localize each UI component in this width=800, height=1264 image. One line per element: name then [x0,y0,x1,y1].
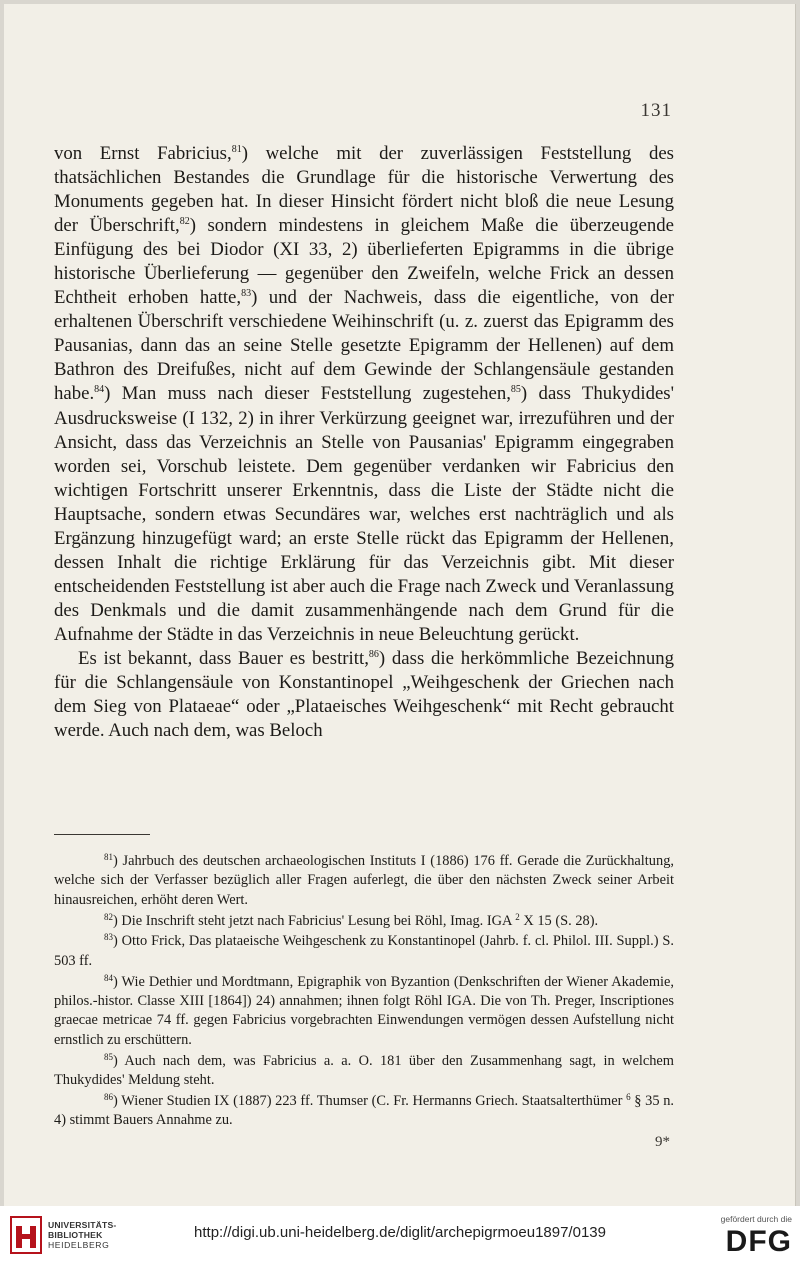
library-name-line: HEIDELBERG [48,1240,110,1250]
footnote-mark: 86 [104,1091,113,1102]
text-run: ) sondern mindestens in gleichem Maße die überzeugende Einfügung des bei Diodor (XI 33, 2) überlieferten Epigramms in die übrige historische Überlieferung — gegenüber den Zweifeln, welche Frick an dessen Echtheit erhoben hatte, [54,215,674,309]
footnote-mark: 81 [104,852,113,862]
footnote-text: ) Wiener Studien IX (1887) 223 ff. Thumser (C. Fr. Hermanns Griech. Staatsalterthümer [113,1092,627,1109]
paragraph-2 [54,647,674,743]
footnote-85 [54,1052,674,1091]
text-run: ) welche mit der zuverlässigen Feststellung des thatsächlichen Bestandes die Grundlage für die historische Verwertung des Monuments gegeben hat. In dieser Hinsicht fördert nicht bloß die neue Lesung der Überschrift, [54,143,674,237]
footnote-mark: 84 [104,972,113,983]
footnote-text: ) Jahrbuch des deutschen archaeologischen Instituts I (1886) 176 ff. Gerade die Zurückhaltung, welche sich der Verfasser bezüglich aller Fragen auferlegt, die über den nächsten Zweck seiner Arbeit hinausreichen, erhöht deren Wert. [54,853,674,908]
footnote-86 [54,1092,674,1131]
signature-mark: 9* [655,1134,670,1150]
footnote-text: X 15 (S. 28). [519,912,599,929]
university-library-name[interactable] [48,1220,117,1250]
footnote-ref-85[interactable]: 85 [510,384,521,396]
edition-superscript: 6 [626,1091,631,1102]
text-run: ) dass Thukydides' Ausdrucksweise (I 132, 2) in ihrer Verkürzung geeignet war, irrezuführen und der Ansicht, dass das Verzeichnis an Stelle von Pausanias' Epigramm eingegraben worden sei, Vorschub leistete. Dem gegenüber verdanken wir Fabricius den wichtigen Fortschritt unserer Erkenntnis, dass die Liste der Städte nicht die Hauptsache, sondern etwas Secundäres war, welches erst nachträglich und als Ergänzung hinzugefügt ward; an erste Stelle rückt das Epigramm der Hellenen, dessen Inhalt die richtige Erklärung für das Verzeichnis gibt. Mit dieser entscheidenden Feststellung ist aber auch die Frage nach Zweck und Veranlassung des Denkmals und die damit zusammenhängende nach dem Grund für die Aufnahme der Städte in das Verzeichnis in neue Beleuchtung gerückt. [54,383,674,645]
page-number: 131 [640,100,672,121]
footnote-82 [54,912,674,931]
footnote-81 [54,852,674,910]
footnotes [54,852,674,1132]
text-run: ) Man muss nach dieser Feststellung zugestehen, [104,383,511,405]
footnote-ref-81[interactable]: 81 [231,144,242,155]
funded-by-label: gefördert durch die [720,1214,792,1224]
footnote-separator [54,834,150,835]
footnote-mark: 83 [104,932,113,943]
viewer-footer [0,1206,800,1264]
edition-superscript: 2 [515,911,520,922]
footnote-text: ) Wie Dethier und Mordtmann, Epigraphik von Byzantion (Denkschriften der Wiener Akademie, philos.-histor. Classe XIII [1864]) 24) annahmen; ihnen folgt Röhl IGA. Die von Th. Preger, Inscriptiones graecae metricae 74 ff. gegen Fabricius vorgebrachten Einwendungen vermögen dessen Aufstellung nicht ernstlich zu erschüttern. [54,973,674,1048]
text-run: ) und der Nachweis, dass die eigentliche, von der erhaltenen Überschrift verschiedene Weihinschrift (u. z. zuerst das Epigramm des Pausanias, dann das an seine Stelle gesetzte Epigramm der Hellenen) auf dem Bathron des Dreifußes, nicht auf dem Gewinde der Schlangensäule gestanden habe. [54,287,674,405]
footnote-text: ) Die Inschrift steht jetzt nach Fabricius' Lesung bei Röhl, Imag. IGA [113,912,516,929]
text-run: von Ernst Fabricius, [54,143,232,164]
footnote-ref-86[interactable]: 86 [368,648,379,660]
footnote-text: ) Otto Frick, Das plataeische Weihgeschenk zu Konstantinopel (Jahrb. f. cl. Philol. III. Suppl.) S. 503 ff. [54,933,674,969]
text-run: Es ist bekannt, dass Bauer es bestritt, [78,647,369,669]
source-url-link[interactable]: http://digi.ub.uni-heidelberg.de/diglit/archepigrmoeu1897/0139 [194,1224,606,1241]
paragraph-1 [54,142,674,647]
main-text [54,142,674,743]
footnote-83 [54,932,674,971]
footnote-ref-84[interactable]: 84 [94,384,105,396]
dfg-logo-icon[interactable]: DFG [725,1225,792,1258]
scanned-page [4,4,796,1206]
library-name-line: UNIVERSITÄTS- [48,1220,117,1230]
library-name-line: BIBLIOTHEK [48,1230,103,1240]
footnote-text: § 35 n. 4) stimmt Bauers Annahme zu. [54,1092,674,1129]
footnote-text: ) Auch nach dem, was Fabricius a. a. O. 181 über den Zusammenhang sagt, in welchem Thukydides' Meldung steht. [54,1052,674,1089]
text-run: ) dass die herkömmliche Bezeichnung für die Schlangensäule von Konstantinopel „Weihgeschenk der Griechen nach dem Sieg von Plataeae“ oder „Plataeisches Weihgeschenk“ mit Recht gebraucht werde. Auch nach dem, was Beloch [54,647,674,742]
footnote-ref-83[interactable]: 83 [241,288,252,300]
footnote-84 [54,973,674,1051]
footnote-ref-82[interactable]: 82 [179,216,190,228]
footnote-mark: 82 [104,911,113,922]
university-library-logo-icon[interactable] [10,1216,42,1254]
footnote-mark: 85 [104,1051,113,1062]
